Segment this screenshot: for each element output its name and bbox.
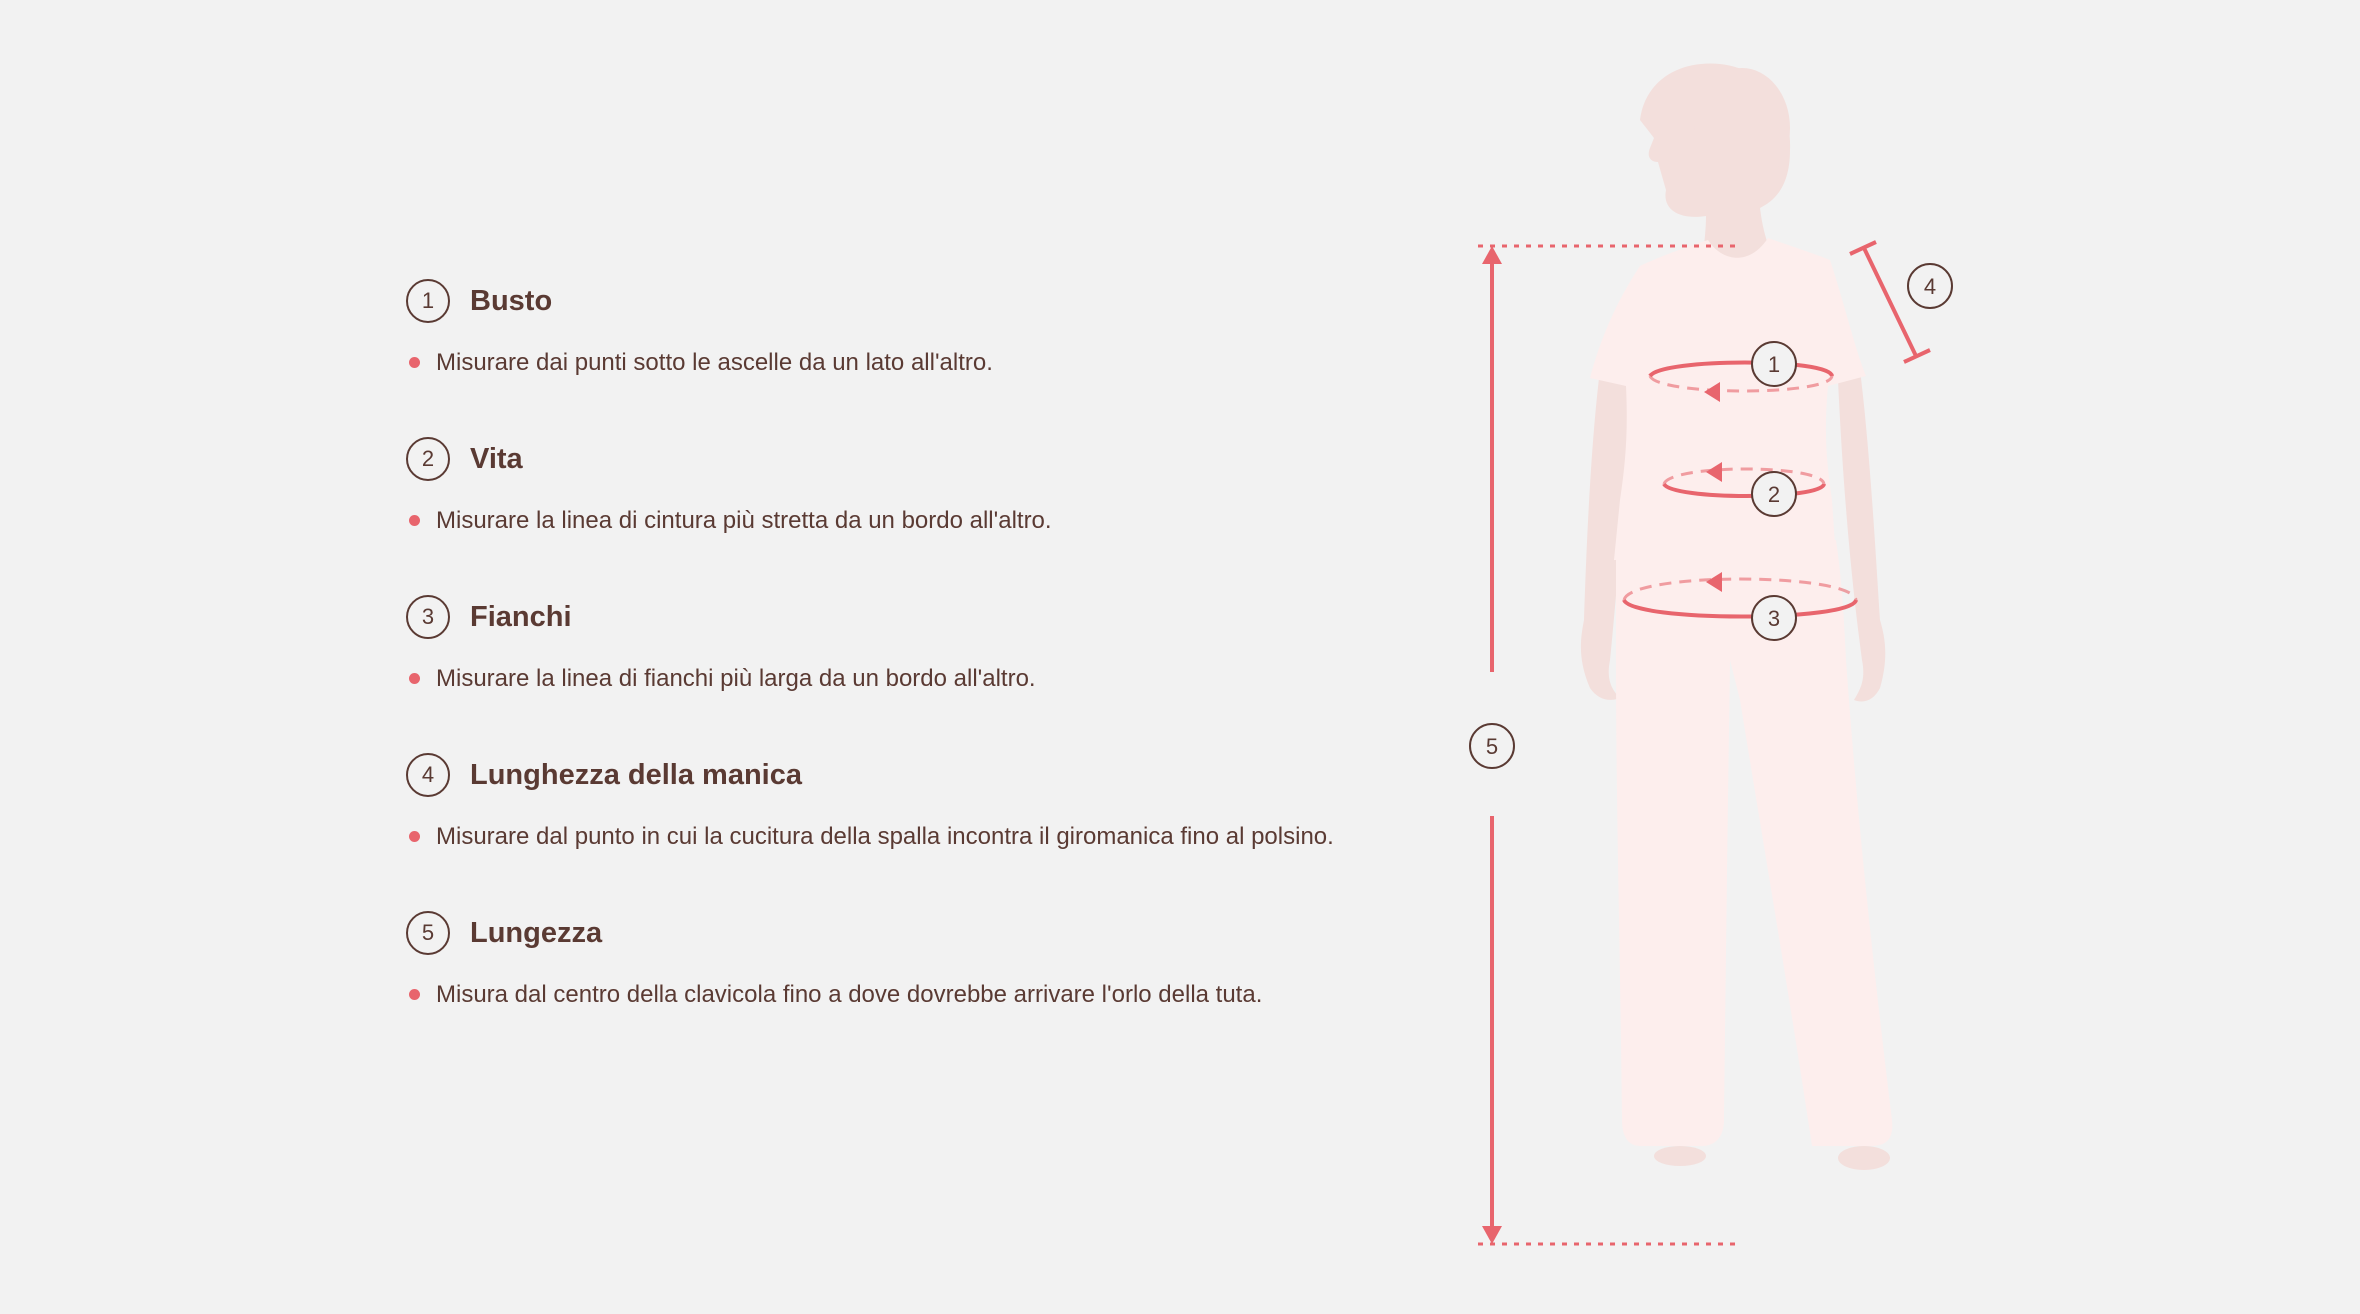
- measurement-description: Misurare dal punto in cui la cucitura della spalla incontra il giromanica fino al polsino.: [436, 823, 1334, 850]
- arrow-up-icon: [1482, 246, 1502, 264]
- arrow-down-icon: [1482, 1226, 1502, 1244]
- measurement-item-length: [406, 908, 1336, 1010]
- marker-1-label: 1: [1767, 352, 1781, 377]
- measurement-item-waist: [406, 434, 1336, 536]
- marker-3-label: 3: [1767, 606, 1781, 631]
- measurement-title: Fianchi: [470, 600, 572, 633]
- measurement-header: [406, 592, 1336, 642]
- silhouette-trousers: [1616, 540, 1892, 1146]
- dot-icon: [409, 831, 420, 842]
- silhouette-shirt: [1590, 238, 1866, 560]
- number-badge: 2: [406, 437, 450, 481]
- measurement-description-row: [406, 664, 1336, 694]
- number-badge: 4: [406, 753, 450, 797]
- dot-icon: [409, 515, 420, 526]
- dot-icon: [409, 357, 420, 368]
- measurement-item-hips: [406, 592, 1336, 694]
- number-badge: 3: [406, 595, 450, 639]
- measurement-description: Misurare la linea di cintura più stretta da un bordo all'altro.: [436, 507, 1052, 534]
- dot-icon: [409, 989, 420, 1000]
- measurement-description-row: [406, 506, 1336, 536]
- measurement-title: Lunghezza della manica: [470, 758, 802, 791]
- measurement-header: [406, 276, 1336, 326]
- marker-5-label: 5: [1485, 734, 1499, 759]
- dot-icon: [409, 673, 420, 684]
- measurement-header: [406, 908, 1336, 958]
- measurement-description-row: [406, 348, 1336, 378]
- measurement-description: Misurare la linea di fianchi più larga da un bordo all'altro.: [436, 665, 1036, 692]
- measurement-header: [406, 434, 1336, 484]
- measurement-description: Misura dal centro della clavicola fino a dove dovrebbe arrivare l'orlo della tuta.: [436, 981, 1263, 1008]
- measurement-item-bust: [406, 276, 1336, 378]
- measurement-item-sleeve: [406, 750, 1336, 852]
- measurement-title: Vita: [470, 442, 523, 475]
- number-badge: 1: [406, 279, 450, 323]
- measurement-description-row: [406, 822, 1336, 852]
- number-badge: 5: [406, 911, 450, 955]
- body-silhouette-icon: [1440, 40, 2000, 1280]
- measurement-description-row: [406, 980, 1336, 1010]
- measurement-title: Lungezza: [470, 916, 603, 949]
- measurement-figure: [1440, 40, 2000, 1280]
- silhouette-feet: [1654, 1146, 1890, 1170]
- marker-4-label: 4: [1923, 274, 1937, 299]
- marker-2-label: 2: [1767, 482, 1781, 507]
- measurement-header: [406, 750, 1336, 800]
- measurement-description: Misurare dai punti sotto le ascelle da un lato all'altro.: [436, 349, 993, 376]
- measurement-title: Busto: [470, 284, 553, 317]
